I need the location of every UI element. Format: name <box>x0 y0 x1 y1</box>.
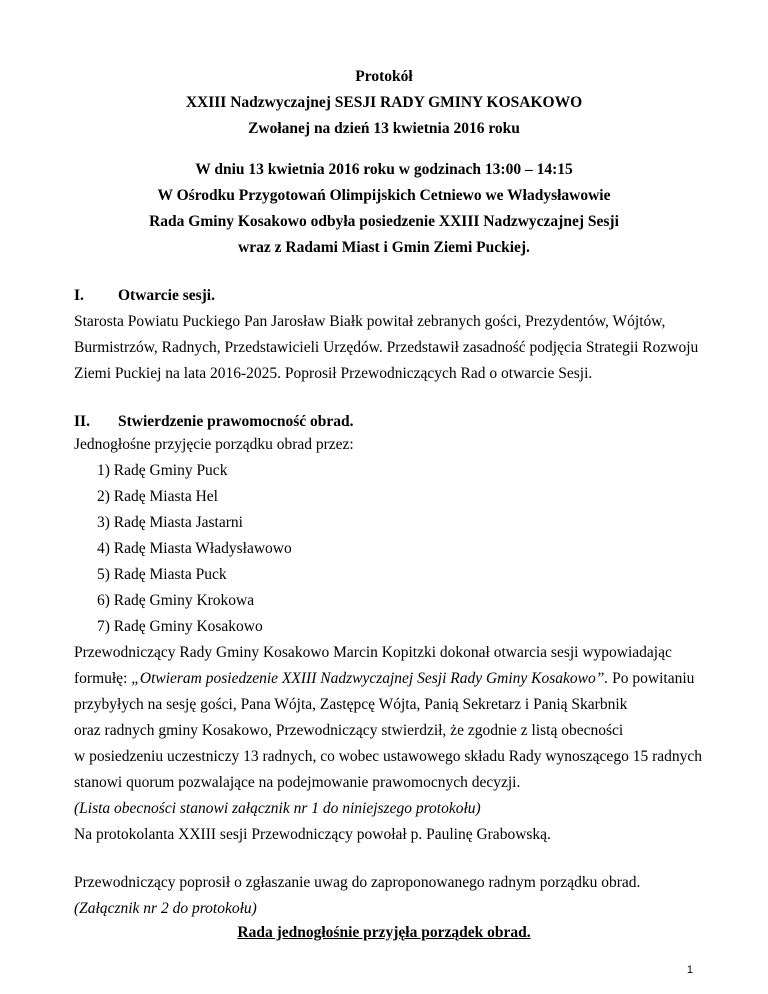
attachment-note-2: (Załącznik nr 2 do protokołu) <box>74 900 257 917</box>
section-2-title: Stwierdzenie prawomocność obrad. <box>118 413 354 430</box>
list-item: 3) Radę Miasta Jastarni <box>97 514 243 531</box>
formula-quote: „Otwieram posiedzenie XXIII Nadzwyczajnej Sesji Rady Gminy Kosakowo”. <box>131 670 609 687</box>
paragraph-line: przybyłych na sesję gości, Pana Wójta, Zastępcę Wójta, Panią Sekretarz i Panią Skarbnik <box>74 696 628 713</box>
session-title: XXIII Nadzwyczajnej SESJI RADY GMINY KOSAKOWO <box>185 94 583 111</box>
meeting-location: W Ośrodku Przygotowań Olimpijskich Cetniewo we Władysławowie <box>157 187 611 204</box>
session-date-title: Zwołanej na dzień 13 kwietnia 2016 roku <box>248 120 520 137</box>
resolution-text: Rada jednogłośnie przyjęła porządek obrad. <box>237 924 531 941</box>
section-1-heading <box>74 287 215 305</box>
protocol-title: Protokół <box>355 68 413 85</box>
meeting-time: W dniu 13 kwietnia 2016 roku w godzinach 13:00 – 14:15 <box>195 161 573 178</box>
list-item: 1) Radę Gminy Puck <box>97 462 228 479</box>
recorder-line: Na protokolanta XXIII sesji Przewodniczący powołał p. Paulinę Grabowską. <box>74 826 551 843</box>
section-1-title: Otwarcie sesji. <box>118 287 215 304</box>
section-1-line: Starosta Powiatu Puckiego Pan Jarosław Białk powitał zebranych gości, Prezydentów, Wójtów, <box>74 313 666 330</box>
formula-suffix: Po powitaniu <box>608 670 695 687</box>
page-number: 1 <box>686 964 693 976</box>
formula-prefix: formułę: <box>74 670 132 687</box>
section-1-number: I. <box>74 287 84 304</box>
section-2-heading <box>74 413 354 431</box>
list-item: 7) Radę Gminy Kosakowo <box>97 618 263 635</box>
section-2-number: II. <box>74 413 90 430</box>
meeting-description: Rada Gminy Kosakowo odbyła posiedzenie XXIII Nadzwyczajnej Sesji <box>149 213 619 230</box>
resolution-statement <box>0 924 768 942</box>
meeting-participants: wraz z Radami Miast i Gmin Ziemi Puckiej. <box>238 239 530 256</box>
section-1-line: Ziemi Puckiej na lata 2016-2025. Poprosił Przewodniczących Rad o otwarcie Sesji. <box>74 365 593 382</box>
paragraph-line: Przewodniczący poprosił o zgłaszanie uwag do zaproponowanego radnym porządku obrad. <box>74 874 641 891</box>
list-item: 4) Radę Miasta Władysławowo <box>97 540 292 557</box>
attachment-note-1: (Lista obecności stanowi załącznik nr 1 do niniejszego protokołu) <box>74 800 481 817</box>
paragraph-line: Przewodniczący Rady Gminy Kosakowo Marcin Kopitzki dokonał otwarcia sesji wypowiadając <box>74 644 672 661</box>
paragraph-line-formula <box>74 670 696 688</box>
agenda-intro: Jednogłośne przyjęcie porządku obrad przez: <box>74 436 354 453</box>
paragraph-line: w posiedzeniu uczestniczy 13 radnych, co wobec ustawowego składu Rady wynoszącego 15 radnych <box>74 748 702 765</box>
list-item: 2) Radę Miasta Hel <box>97 488 218 505</box>
paragraph-line: stanowi quorum pozwalające na podejmowanie prawomocnych decyzji. <box>74 774 521 791</box>
list-item: 5) Radę Miasta Puck <box>97 566 227 583</box>
paragraph-line: oraz radnych gminy Kosakowo, Przewodniczący stwierdził, że zgodnie z listą obecności <box>74 722 624 739</box>
section-1-line: Burmistrzów, Radnych, Przedstawicieli Urzędów. Przedstawił zasadność podjęcia Strategii Rozwoju <box>74 339 699 356</box>
list-item: 6) Radę Gminy Krokowa <box>97 592 255 609</box>
